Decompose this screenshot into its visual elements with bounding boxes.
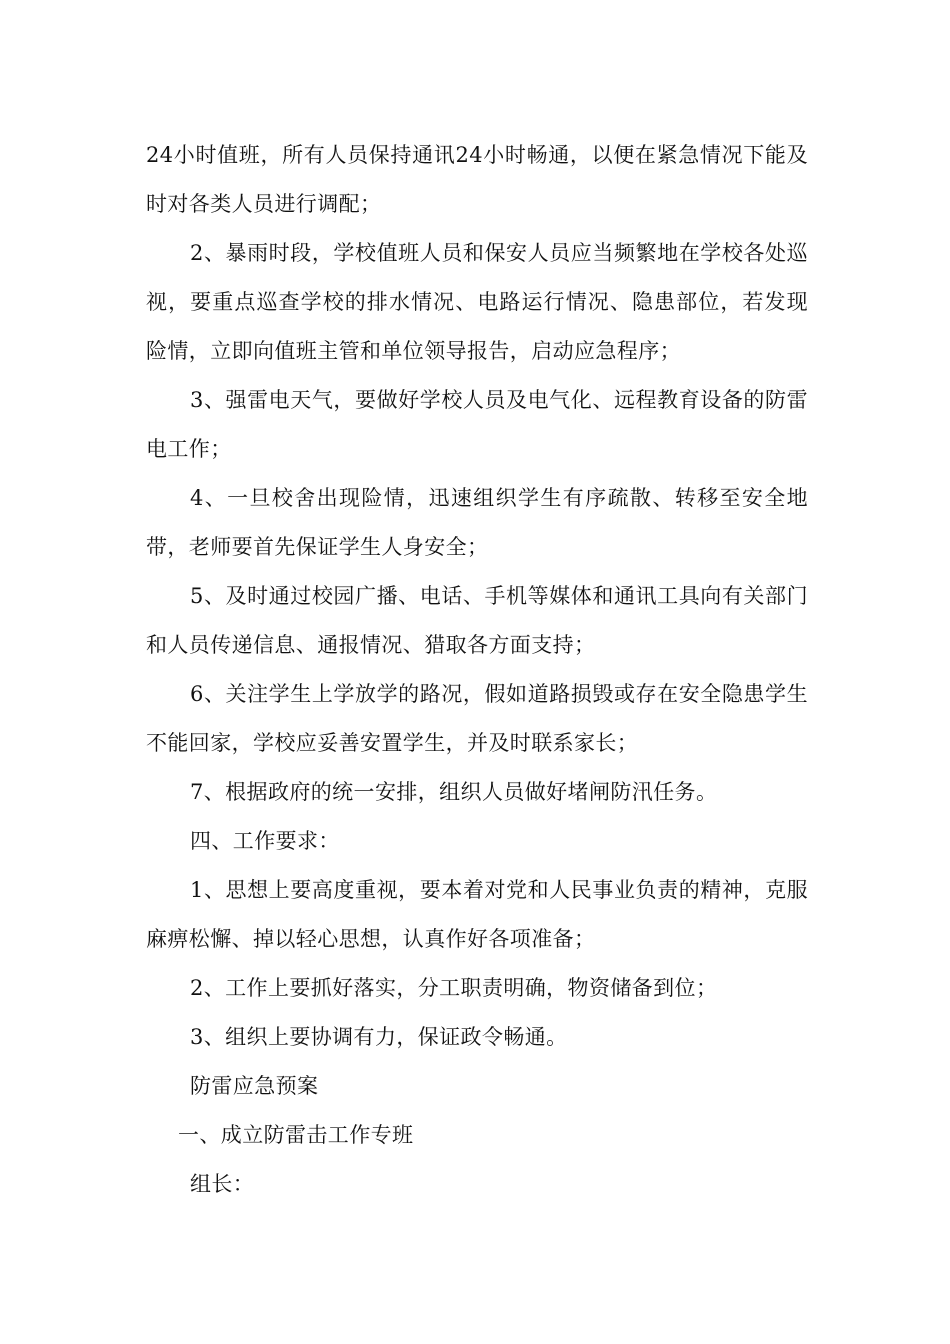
- paragraph-requirement-1: 1、思想上要高度重视，要本着对党和人民事业负责的精神，克服麻痹松懈、掉以轻心思想，认真作好各项准备；: [146, 878, 808, 951]
- paragraph-item-3-thunderstorm: 3、强雷电天气，要做好学校人员及电气化、远程教育设备的防雷电工作；: [146, 388, 808, 461]
- paragraph-item-5-communication: 5、及时通过校园广播、电话、手机等媒体和通讯工具向有关部门和人员传递信息、通报情况、猎取各方面支持；: [146, 584, 808, 657]
- paragraph-requirement-2: 2、工作上要抓好落实，分工职责明确，物资储备到位；: [190, 976, 718, 1000]
- paragraph-team-leader: 组长：: [190, 1172, 255, 1196]
- paragraph-item-6-road-conditions: 6、关注学生上学放学的路况，假如道路损毁或存在安全隐患学生不能回家，学校应妥善安置学生，并及时联系家长；: [146, 682, 808, 755]
- section-heading-work-requirements: 四、工作要求：: [190, 829, 340, 853]
- paragraph-item-2-rainstorm: 2、暴雨时段，学校值班人员和保安人员应当频繁地在学校各处巡视，要重点巡查学校的排水情况、电路运行情况、隐患部位，若发现险情，立即向值班主管和单位领导报告，启动应急程序；: [146, 241, 808, 363]
- document-subtitle-lightning-plan: 防雷应急预案: [190, 1074, 319, 1098]
- paragraph-item-4-evacuation: 4、一旦校舍出现险情，迅速组织学生有序疏散、转移至安全地带，老师要首先保证学生人身安全；: [146, 486, 808, 559]
- paragraph-duty-continuation: 24小时值班，所有人员保持通讯24小时畅通，以便在紧急情况下能及时对各类人员进行调配；: [146, 143, 808, 216]
- document-body: [146, 131, 808, 1209]
- paragraph-requirement-3: 3、组织上要协调有力，保证政令畅通。: [190, 1025, 568, 1049]
- paragraph-item-7-flood-control: 7、根据政府的统一安排，组织人员做好堵闸防汛任务。: [190, 780, 718, 804]
- section-heading-lightning-team: 一、成立防雷击工作专班: [178, 1123, 414, 1147]
